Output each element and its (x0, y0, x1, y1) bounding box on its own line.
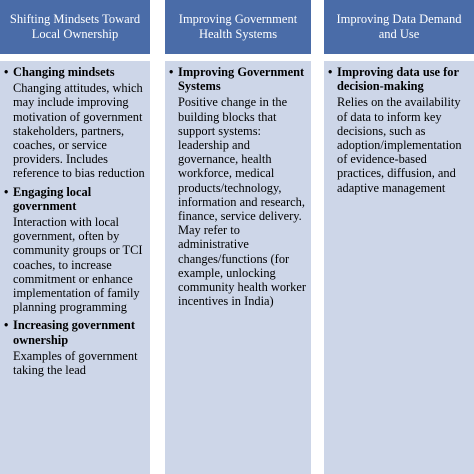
column-header (165, 0, 311, 54)
bullet-icon: • (4, 65, 9, 79)
column-government-health-systems (165, 0, 311, 474)
column-body (0, 61, 150, 474)
item-title-text: Improving Government Systems (178, 65, 305, 94)
column-body (165, 61, 311, 474)
column-header (324, 0, 474, 54)
column-header-text: Improving Government Health Systems (178, 12, 298, 41)
list-item (4, 65, 146, 181)
item-title-text: Changing mindsets (13, 65, 115, 79)
item-title (4, 65, 146, 79)
bullet-icon: • (4, 184, 9, 199)
item-title-text: Improving data use for decision-making (337, 65, 459, 94)
header-gap (0, 54, 150, 61)
bullet-icon: • (328, 65, 333, 79)
list-item (4, 185, 146, 315)
header-gap (324, 54, 474, 61)
item-description: Positive change in the building blocks that support systems: leadership and governance, health workforce, medical products/technology, information and research, finance, service delivery. May refer to administrative changes/functions (for example, unlocking community health worker incentives in India) (178, 95, 307, 309)
column-shifting-mindsets (0, 0, 150, 474)
list-item (169, 65, 307, 308)
item-description: Relies on the availability of data to inform key decisions, such as adoption/implementation of evidence-based practices, diffusion, and adaptive management (337, 95, 462, 195)
column-header-text: Shifting Mindsets Toward Local Ownership (9, 12, 141, 41)
bullet-icon: • (4, 318, 9, 333)
item-description: Changing attitudes, which may include improving motivation of government stakeholders, partners, coaches, or service providers. Includes reference to bias reduction (13, 81, 145, 181)
item-title (4, 318, 146, 346)
list-item (4, 318, 146, 377)
item-description: Examples of government taking the lead (13, 348, 138, 378)
bullet-icon: • (169, 65, 174, 79)
item-title (169, 65, 307, 93)
column-header-text: Improving Data Demand and Use (336, 12, 462, 41)
item-title (328, 65, 470, 93)
column-header (0, 0, 150, 54)
item-description: Interaction with local government, often by community groups or TCI coaches, to increase commitment or enhance implementation of family planning programming (13, 215, 143, 315)
header-gap (165, 54, 311, 61)
item-title (4, 185, 146, 213)
list-item (328, 65, 470, 195)
column-data-demand-use (324, 0, 474, 474)
item-title-text: Increasing government ownership (13, 318, 135, 347)
column-body (324, 61, 474, 474)
item-title-text: Engaging local government (13, 184, 92, 213)
